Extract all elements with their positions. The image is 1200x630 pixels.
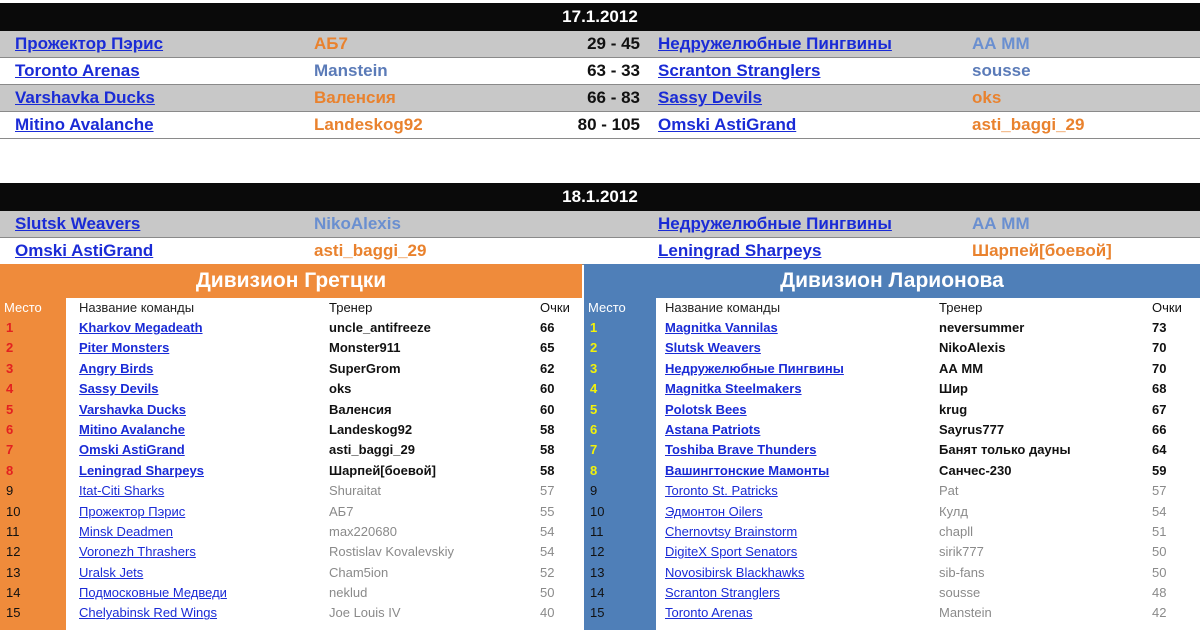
coach-name: АА ММ	[939, 360, 984, 376]
coach-name: Rostislav Kovalevskiy	[329, 544, 454, 560]
coach-name: max220680	[329, 523, 397, 539]
home-team-link[interactable]: Omski AstiGrand	[15, 241, 154, 260]
coach-name: sousse	[939, 585, 981, 601]
coach-name: sib-fans	[939, 564, 985, 580]
place-number: 13	[6, 564, 21, 580]
coach-name: Landeskog92	[329, 421, 413, 437]
points: 58	[540, 462, 555, 478]
team-link[interactable]: Novosibirsk Blackhawks	[665, 564, 805, 580]
points: 58	[540, 421, 555, 437]
standings-row	[584, 522, 1200, 542]
team-link[interactable]: Slutsk Weavers	[665, 340, 761, 356]
place-number: 4	[6, 381, 14, 397]
place-number: 8	[590, 462, 598, 478]
points: 55	[540, 503, 555, 519]
away-coach: АА ММ	[972, 214, 1030, 233]
team-link[interactable]: Sassy Devils	[79, 381, 159, 397]
points: 66	[1152, 421, 1167, 437]
home-coach: АБ7	[314, 34, 348, 53]
place-number: 5	[590, 401, 598, 417]
coach-name: Шарпей[боевой]	[329, 462, 436, 478]
place-number: 5	[6, 401, 14, 417]
coach-name: krug	[939, 401, 968, 417]
standings-row	[0, 583, 582, 603]
team-link[interactable]: Polotsk Bees	[665, 401, 747, 417]
schedule-date: 17.1.2012	[0, 3, 1200, 31]
team-link[interactable]: Toshiba Brave Thunders	[665, 442, 817, 458]
game-row	[0, 85, 1200, 112]
coach-name: asti_baggi_29	[329, 442, 415, 458]
header-coach: Тренер	[329, 300, 373, 315]
points: 40	[540, 605, 555, 621]
header-team: Название команды	[79, 300, 195, 315]
division-larionov	[584, 264, 1200, 630]
points: 65	[540, 340, 555, 356]
game-row	[0, 58, 1200, 85]
team-link[interactable]: Magnitka Steelmakers	[665, 381, 802, 397]
place-number: 9	[590, 483, 598, 499]
coach-name: Валенсия	[329, 401, 392, 417]
coach-name: Cham5ion	[329, 564, 389, 580]
place-number: 6	[590, 421, 598, 437]
away-coach: sousse	[972, 61, 1031, 80]
header-place: Место	[588, 300, 626, 315]
coach-name: uncle_antifreeze	[329, 320, 431, 335]
score: 66 - 83	[587, 88, 640, 107]
place-number: 15	[590, 605, 605, 621]
away-team-link[interactable]: Leningrad Sharpeys	[658, 241, 822, 260]
standings-row	[584, 440, 1200, 460]
place-number: 14	[590, 585, 605, 601]
place-number: 7	[6, 442, 14, 458]
away-team-link[interactable]: Недружелюбные Пингвины	[658, 34, 892, 53]
team-link[interactable]: Angry Birds	[79, 360, 154, 376]
points: 60	[540, 401, 555, 417]
team-link[interactable]: Вашингтонские Мамонты	[665, 462, 830, 478]
coach-name: АБ7	[329, 503, 354, 519]
points: 50	[1152, 544, 1167, 560]
header-points: Очки	[1152, 300, 1182, 315]
standings-row	[0, 461, 582, 481]
place-number: 15	[6, 605, 21, 621]
points: 59	[1152, 462, 1167, 478]
team-link[interactable]: Magnitka Vannilas	[665, 320, 778, 335]
place-number: 2	[6, 340, 14, 356]
header-team: Название команды	[665, 300, 781, 315]
home-coach: Manstein	[314, 61, 388, 80]
score: 29 - 45	[587, 34, 640, 53]
points: 50	[540, 585, 555, 601]
points: 57	[540, 483, 555, 499]
coach-name: SuperGrom	[329, 360, 401, 376]
standings-row	[0, 563, 582, 583]
away-coach: oks	[972, 88, 1002, 107]
team-link[interactable]: Scranton Stranglers	[665, 585, 780, 601]
away-team-link[interactable]: Недружелюбные Пингвины	[658, 214, 892, 233]
place-number: 13	[590, 564, 605, 580]
place-number: 10	[590, 503, 605, 519]
home-coach: Landeskog92	[314, 115, 423, 134]
standings-row	[0, 400, 582, 420]
standings-row	[584, 379, 1200, 399]
points: 58	[540, 442, 555, 458]
home-coach: asti_baggi_29	[314, 241, 427, 260]
team-link[interactable]: Подмосковные Медведи	[79, 585, 227, 601]
coach-name: Manstein	[939, 605, 992, 621]
standings-row	[0, 481, 582, 501]
header-coach: Тренер	[939, 300, 983, 315]
team-link[interactable]: Voronezh Thrashers	[79, 544, 196, 560]
home-team-link[interactable]: Varshavka Ducks	[15, 88, 155, 107]
standings-row	[0, 318, 582, 338]
division-title: Дивизион Ларионова	[584, 264, 1200, 298]
standings-row	[584, 400, 1200, 420]
away-coach: asti_baggi_29	[972, 115, 1085, 134]
standings-row	[0, 502, 582, 522]
coach-name: neklud	[329, 585, 368, 601]
team-link[interactable]: Chernovtsy Brainstorm	[665, 523, 798, 539]
game-row	[0, 238, 1200, 265]
team-link[interactable]: Omski AstiGrand	[79, 442, 185, 458]
home-coach: Валенсия	[314, 88, 396, 107]
place-number: 12	[590, 544, 605, 560]
header-place: Место	[4, 300, 42, 315]
team-link[interactable]: Toronto St. Patricks	[665, 483, 778, 499]
place-number: 4	[590, 381, 598, 397]
standings-row	[584, 318, 1200, 338]
place-number: 2	[590, 340, 598, 356]
standings-row	[584, 420, 1200, 440]
team-link[interactable]: Chelyabinsk Red Wings	[79, 605, 218, 621]
coach-name: NikoAlexis	[939, 340, 1006, 356]
home-coach: NikoAlexis	[314, 214, 401, 233]
standings-row	[0, 522, 582, 542]
place-number: 8	[6, 462, 14, 478]
points: 70	[1152, 360, 1167, 376]
away-team-link[interactable]: Omski AstiGrand	[658, 115, 797, 134]
schedule-day-2	[0, 183, 1200, 265]
away-coach: Шарпей[боевой]	[972, 241, 1112, 260]
team-link[interactable]: Minsk Deadmen	[79, 523, 173, 539]
place-number: 9	[6, 483, 14, 499]
points: 66	[540, 320, 555, 335]
team-link[interactable]: Itat-Citi Sharks	[79, 483, 165, 499]
points: 68	[1152, 381, 1167, 397]
points: 42	[1152, 605, 1167, 621]
standings-row	[0, 338, 582, 358]
team-link[interactable]: Kharkov Megadeath	[79, 320, 203, 335]
place-number: 7	[590, 442, 598, 458]
game-row	[0, 112, 1200, 139]
points: 64	[1152, 442, 1167, 458]
home-team-link[interactable]: Toronto Arenas	[15, 61, 140, 80]
place-number: 14	[6, 585, 21, 601]
home-team-link[interactable]: Slutsk Weavers	[15, 214, 141, 233]
away-team-link[interactable]: Scranton Stranglers	[658, 61, 821, 80]
team-link[interactable]: Недружелюбные Пингвины	[665, 360, 844, 376]
place-number: 10	[6, 503, 21, 519]
coach-name: Sayrus777	[939, 421, 1005, 437]
division-title: Дивизион Гретцки	[0, 264, 582, 298]
standings-row	[584, 563, 1200, 583]
away-coach: АА ММ	[972, 34, 1030, 53]
standings-row	[584, 338, 1200, 358]
coach-name: chapll	[939, 523, 973, 539]
standings-row	[584, 481, 1200, 501]
team-link[interactable]: DigiteX Sport Senators	[665, 544, 798, 560]
standings-row	[584, 542, 1200, 562]
points: 52	[540, 564, 555, 580]
place-number: 1	[6, 320, 14, 335]
standings-row	[0, 603, 582, 623]
home-team-link[interactable]: Прожектор Пэрис	[15, 34, 164, 53]
team-link[interactable]: Эдмонтон Oilers	[665, 503, 763, 519]
standings-row	[0, 542, 582, 562]
team-link[interactable]: Toronto Arenas	[665, 605, 753, 621]
coach-name: Кулд	[939, 503, 968, 519]
coach-name: Shuraitat	[329, 483, 382, 499]
division-gretzky	[0, 264, 582, 630]
points: 57	[1152, 483, 1167, 499]
points: 70	[1152, 340, 1167, 356]
place-number: 11	[6, 523, 20, 539]
standings-row	[584, 359, 1200, 379]
coach-name: neversummer	[939, 320, 1025, 335]
place-number: 1	[590, 320, 598, 335]
standings-row	[0, 359, 582, 379]
standings-row	[584, 583, 1200, 603]
game-row	[0, 211, 1200, 238]
team-link[interactable]: Astana Patriots	[665, 421, 761, 437]
team-link[interactable]: Uralsk Jets	[79, 564, 144, 580]
team-link[interactable]: Mitino Avalanche	[79, 421, 185, 437]
coach-name: oks	[329, 381, 352, 397]
place-number: 6	[6, 421, 14, 437]
place-number: 3	[590, 360, 598, 376]
coach-name: sirik777	[939, 544, 984, 560]
place-number: 11	[590, 523, 604, 539]
points: 60	[540, 381, 555, 397]
points: 48	[1152, 585, 1167, 601]
standings-row	[584, 603, 1200, 623]
place-number: 12	[6, 544, 21, 560]
away-team-link[interactable]: Sassy Devils	[658, 88, 762, 107]
home-team-link[interactable]: Mitino Avalanche	[15, 115, 154, 134]
coach-name: Pat	[939, 483, 959, 499]
score: 63 - 33	[587, 61, 640, 80]
standings-row	[0, 420, 582, 440]
coach-name: Monster911	[329, 340, 401, 356]
standings-row	[0, 379, 582, 399]
points: 51	[1152, 523, 1167, 539]
team-link[interactable]: Прожектор Пэрис	[79, 503, 186, 519]
coach-name: Санчес-230	[939, 462, 1012, 478]
points: 73	[1152, 320, 1167, 335]
team-link[interactable]: Leningrad Sharpeys	[79, 462, 204, 478]
points: 62	[540, 360, 555, 376]
coach-name: Шир	[939, 381, 968, 397]
header-points: Очки	[540, 300, 570, 315]
points: 67	[1152, 401, 1167, 417]
coach-name: Joe Louis IV	[329, 605, 401, 621]
score: 80 - 105	[577, 115, 640, 134]
points: 54	[540, 544, 555, 560]
standings-row	[584, 461, 1200, 481]
points: 54	[540, 523, 555, 539]
standings-header	[0, 298, 582, 318]
team-link[interactable]: Piter Monsters	[79, 340, 170, 356]
points: 50	[1152, 564, 1167, 580]
schedule-date: 18.1.2012	[0, 183, 1200, 211]
place-number: 3	[6, 360, 14, 376]
game-row	[0, 31, 1200, 58]
coach-name: Банят только дауны	[939, 442, 1071, 458]
standings-header	[584, 298, 1200, 318]
team-link[interactable]: Varshavka Ducks	[79, 401, 186, 417]
standings-row	[584, 502, 1200, 522]
points: 54	[1152, 503, 1167, 519]
standings-row	[0, 440, 582, 460]
schedule-day-1	[0, 3, 1200, 139]
